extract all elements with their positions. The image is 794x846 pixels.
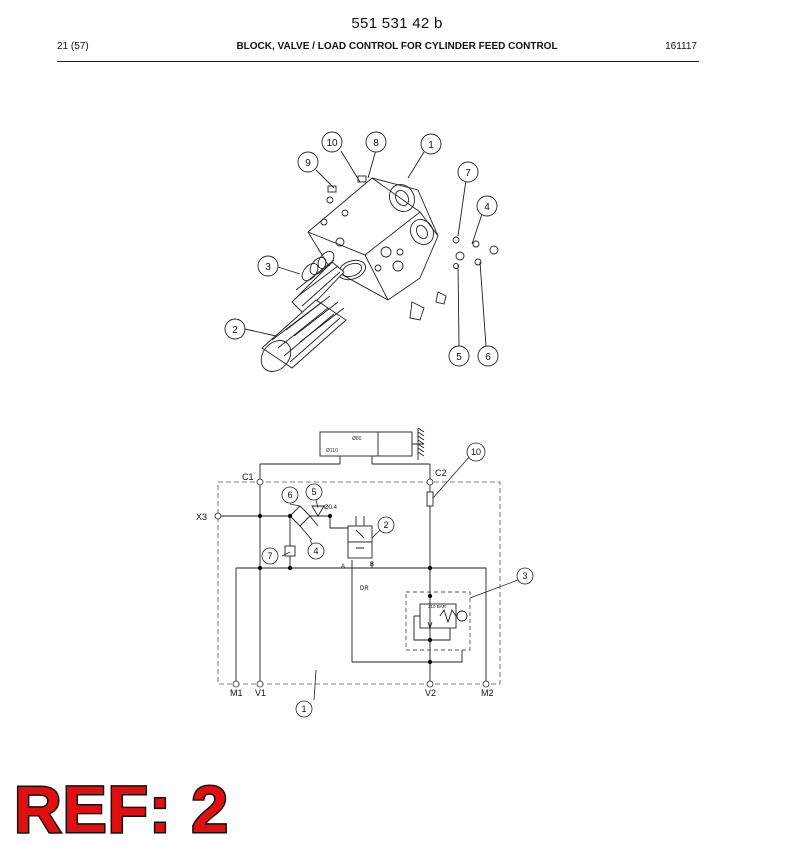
port-label-x3: X3 (196, 512, 208, 522)
port-label-c2: C2 (435, 468, 447, 478)
callout-text: 7 (465, 168, 471, 179)
port-label-a: A (341, 564, 346, 570)
callout-text: 6 (485, 352, 491, 363)
orifice-label: Ø0.4 (324, 505, 338, 511)
revision-date: 161117 (665, 41, 697, 52)
port-label-b: B (370, 562, 375, 568)
callout-text: 1 (428, 140, 434, 151)
page-number: 21 (57) (57, 41, 89, 52)
callout-text: 10 (326, 138, 338, 149)
schematic-callout: 7 (267, 551, 273, 561)
port-label-m2: M2 (481, 688, 494, 698)
page-title: BLOCK, VALVE / LOAD CONTROL FOR CYLINDER FEED CONTROL (236, 41, 558, 52)
callout-text: 4 (484, 202, 490, 213)
schematic-callout: 4 (313, 546, 319, 556)
callout-text: 2 (232, 325, 238, 336)
callout-text: 3 (265, 262, 271, 273)
schematic-callout: 3 (522, 571, 528, 581)
document-number: 551 531 42 b (351, 15, 443, 32)
schematic-callout: 2 (383, 520, 389, 530)
port-label-m1: M1 (230, 688, 243, 698)
pressure-setting-label: 210 BAR (428, 604, 447, 609)
port-label-v2: V2 (425, 688, 437, 698)
schematic-callout: 5 (311, 487, 317, 497)
port-label-v1: V1 (255, 688, 267, 698)
cylinder-bore-label: Ø110 (326, 448, 338, 454)
callout-text: 9 (305, 158, 311, 169)
callout-text: 5 (456, 352, 462, 363)
ref-label: REF: 2 (14, 772, 230, 846)
schematic-callout: 10 (470, 447, 482, 457)
cylinder-rod-label: Ø80 (352, 436, 362, 442)
schematic-callout: 1 (301, 704, 307, 714)
port-label-c1: C1 (242, 472, 254, 482)
callout-text: 8 (373, 138, 379, 149)
port-label-dr: DR (360, 586, 369, 592)
schematic-callout: 6 (287, 490, 293, 500)
